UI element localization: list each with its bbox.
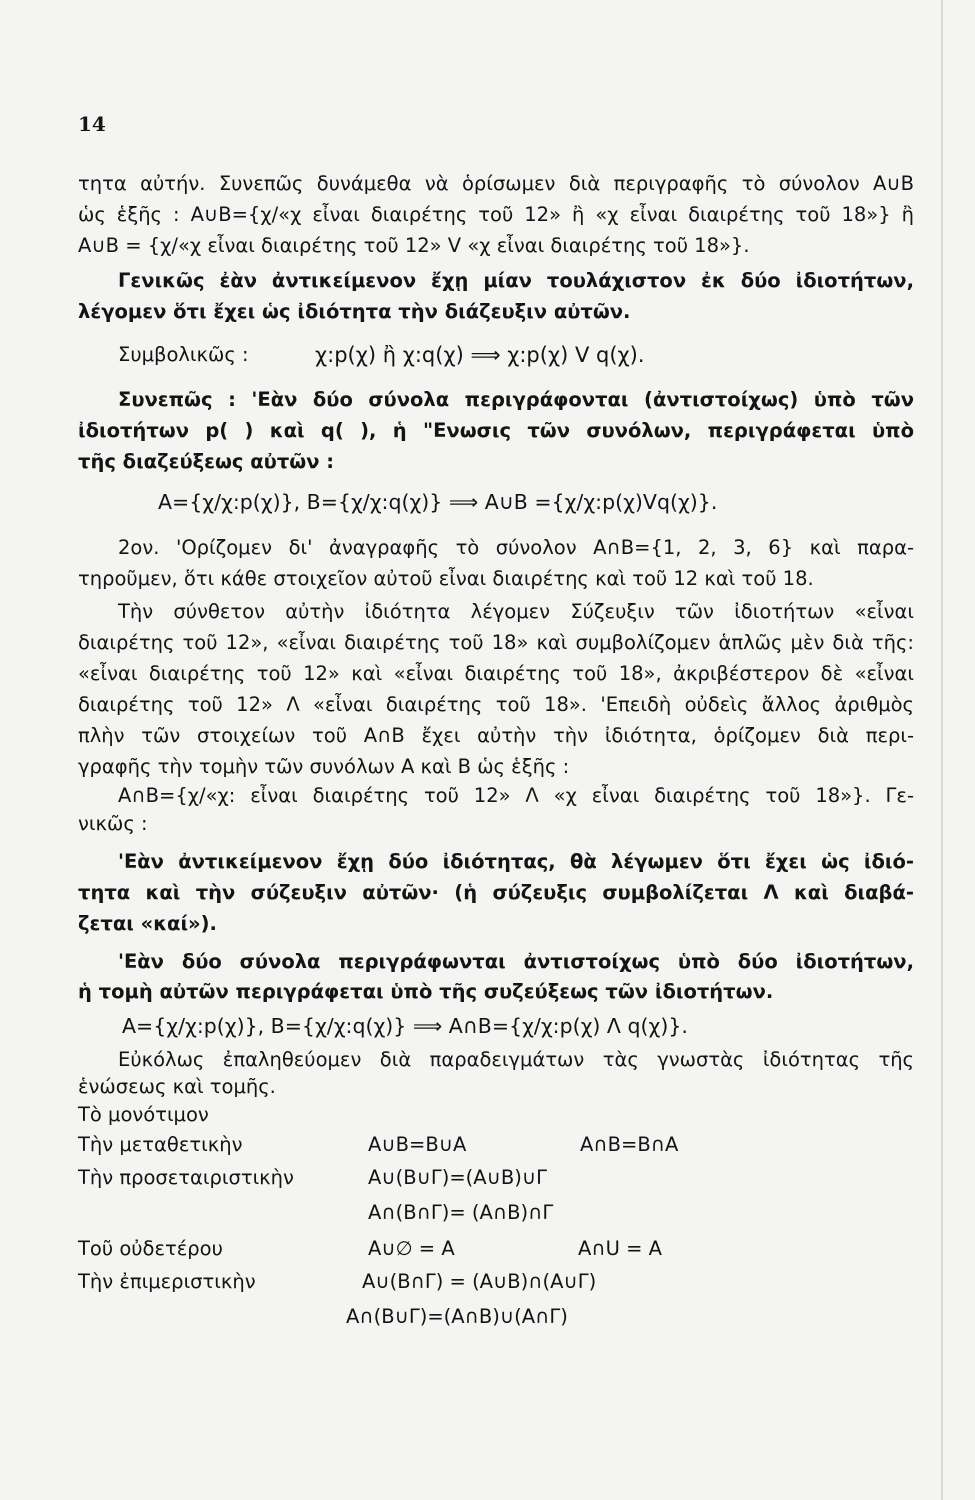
formula: A∪(B∩Γ) = (A∪B)∩(A∪Γ) (362, 1270, 597, 1293)
text-line: νικῶς : (78, 812, 148, 835)
formula: A∩U = A (578, 1237, 662, 1260)
text-line: διαιρέτης τοῦ 12» Λ «εἶναι διαιρέτης τοῦ 18». 'Επειδὴ οὐδεὶς ἄλλος ἀριθμὸς (78, 693, 914, 716)
theorem-line: τῆς διαζεύξεως αὐτῶν : (78, 450, 335, 473)
rule-line: ζεται «καί»). (78, 912, 217, 935)
formula: A∩B=B∩A (580, 1133, 679, 1156)
rule-line: 'Εὰν ἀντικείμενον ἔχῃ δύο ἰδιότητας, θὰ λέγωμεν ὅτι ἔχει ὡς ἰδιό- (118, 850, 914, 873)
text-line: Εὐκόλως ἐπαληθεύομεν διὰ παραδειγμάτων τὰς γνωστὰς ἰδιότητας τῆς (118, 1048, 914, 1071)
formula: A∪B=B∪A (368, 1133, 467, 1156)
text-line: γραφῆς τὴν τομὴν τῶν συνόλων A καὶ B ὡς ἑξῆς : (78, 755, 570, 778)
rule-line: λέγομεν ὅτι ἔχει ὡς ἰδιότητα τὴν διάζευξιν αὐτῶν. (78, 300, 631, 323)
formula: A∩(B∩Γ)= (A∩B)∩Γ (368, 1201, 554, 1224)
formula-intersection: A={χ/χ:p(χ)}, B={χ/χ:q(χ)} ⟹ A∩B={χ/χ:p(χ) Λ q(χ)}. (122, 1014, 688, 1038)
formula-union: A={χ/χ:p(χ)}, B={χ/χ:q(χ)} ⟹ A∪B ={χ/χ:p(χ)Vq(χ)}. (158, 490, 718, 514)
formula: A∩(B∪Γ)=(A∩B)∪(A∩Γ) (346, 1305, 568, 1328)
formula: A∪∅ = A (368, 1237, 455, 1260)
text-line: A∪B = {χ/«χ εἶναι διαιρέτης τοῦ 12» V «χ εἶναι διαιρέτης τοῦ 18»}. (78, 234, 750, 257)
property-label: Τοῦ οὐδετέρου (78, 1237, 223, 1260)
symbolic-label: Συμβολικῶς : (118, 343, 249, 366)
text-line: ἑνώσεως καὶ τομῆς. (78, 1075, 276, 1098)
property-label: Τὸ μονότιμον (78, 1103, 209, 1126)
text-line: ὡς ἑξῆς : A∪B={χ/«χ εἶναι διαιρέτης τοῦ 12» ἢ «χ εἶναι διαιρέτης τοῦ 18»} ἢ (78, 203, 914, 226)
text-line: τηροῦμεν, ὅτι κάθε στοιχεῖον αὐτοῦ εἶναι διαιρέτης καὶ τοῦ 12 καὶ τοῦ 18. (78, 567, 814, 590)
formula-disjunction: χ:p(χ) ἢ χ:q(χ) ⟹ χ:p(χ) V q(χ). (315, 343, 645, 367)
theorem-line: Συνεπῶς : 'Εὰν δύο σύνολα περιγράφονται (ἀντιστοίχως) ὑπὸ τῶν (118, 388, 914, 411)
formula: A∪(B∪Γ)=(A∪B)∪Γ (368, 1166, 548, 1189)
rule-line: τητα καὶ τὴν σύζευξιν αὐτῶν· (ἡ σύζευξις συμβολίζεται Λ καὶ διαβά- (78, 881, 914, 904)
theorem-line: ἡ τομὴ αὐτῶν περιγράφεται ὑπὸ τῆς συζεύξεως τῶν ἰδιοτήτων. (78, 980, 774, 1003)
page-number: 14 (78, 112, 106, 136)
text-line: πλὴν τῶν στοιχείων τοῦ A∩B ἔχει αὐτὴν τὴν ἰδιότητα, ὁρίζομεν διὰ περι- (78, 724, 914, 747)
text-line: «εἶναι διαιρέτης τοῦ 12» καὶ «εἶναι διαιρέτης τοῦ 18», ἀκριβέστερον δὲ «εἶναι (78, 662, 914, 685)
page-edge-shadow (941, 0, 943, 1500)
text-line: 2ον. 'Ορίζομεν δι' ἀναγραφῆς τὸ σύνολον A∩B={1, 2, 3, 6} καὶ παρα- (118, 536, 914, 559)
formula-intersection-line: A∩B={χ/«χ: εἶναι διαιρέτης τοῦ 12» Λ «χ εἶναι διαιρέτης τοῦ 18»}. Γε- (118, 784, 914, 807)
rule-line: Γενικῶς ἐὰν ἀντικείμενον ἔχῃ μίαν τουλάχιστον ἐκ δύο ἰδιοτήτων, (118, 269, 914, 292)
property-label: Τὴν μεταθετικὴν (78, 1133, 243, 1156)
theorem-line: ἰδιοτήτων p( ) καὶ q( ), ἡ "Ενωσις τῶν συνόλων, περιγράφεται ὑπὸ (78, 419, 914, 442)
theorem-line: 'Εὰν δύο σύνολα περιγράφωνται ἀντιστοίχως ὑπὸ δύο ἰδιοτήτων, (118, 950, 914, 973)
text-line: Τὴν σύνθετον αὐτὴν ἰδιότητα λέγομεν Σύζευξιν τῶν ἰδιοτήτων «εἶναι (118, 600, 914, 623)
text-line: τητα αὐτήν. Συνεπῶς δυνάμεθα νὰ ὁρίσωμεν διὰ περιγραφῆς τὸ σύνολον A∪B (78, 172, 914, 195)
text-line: διαιρέτης τοῦ 12», «εἶναι διαιρέτης τοῦ 18» καὶ συμβολίζομεν ἁπλῶς μὲν διὰ τῆς: (78, 631, 914, 654)
property-label: Τὴν προσεταιριστικὴν (78, 1166, 294, 1189)
property-label: Τὴν ἐπιμεριστικὴν (78, 1270, 256, 1293)
